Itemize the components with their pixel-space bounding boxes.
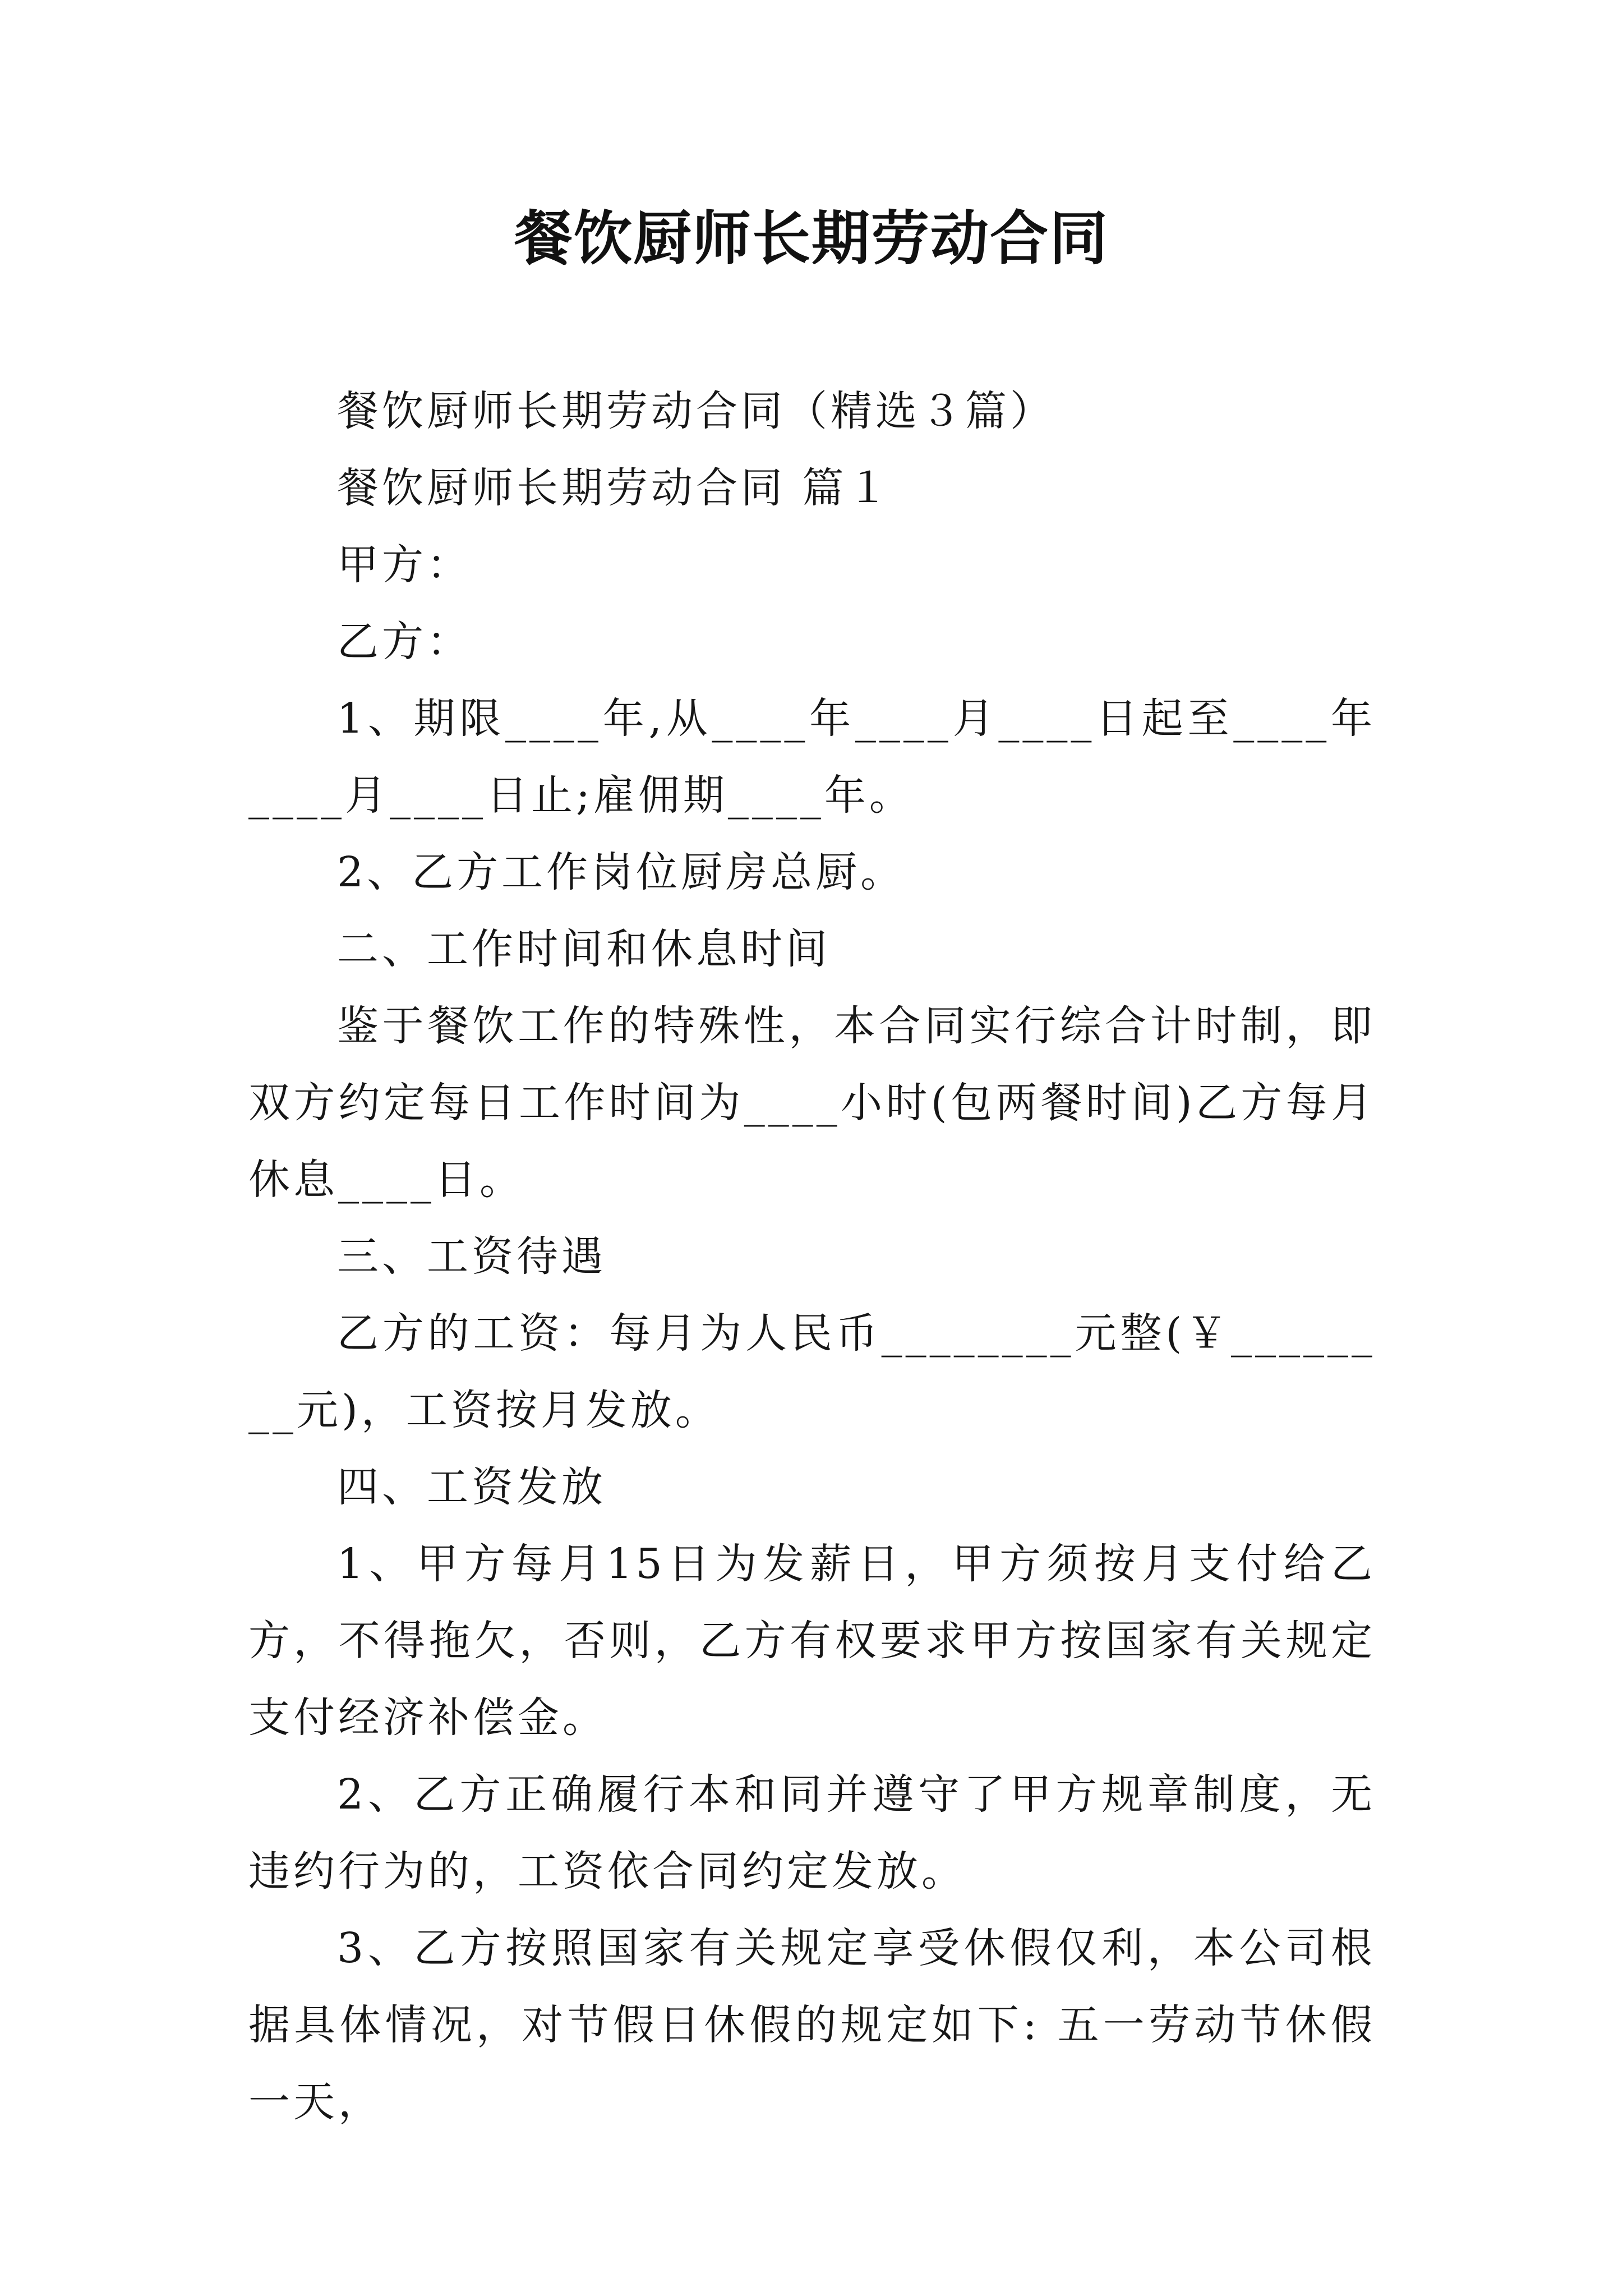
paragraph-term: 1、期限____年,从____年____月____日起至____年____月____日止;雇佣期____年。 [248,694,1376,820]
paragraph-subtitle: 餐饮厨师长期劳动合同（精选３篇） [337,387,1055,435]
paragraph-work-hours: 鉴于餐饮工作的特殊性，本合同实行综合计时制，即双方约定每日工作时间为____小时(包两餐时间)乙方每月休息____日。 [248,1002,1376,1204]
document-body [248,373,1376,2141]
paragraph-part-heading: 餐饮厨师长期劳动合同 篇１ [337,464,892,512]
paragraph-salary: 乙方的工资：每月为人民币________元整(￥________元)，工资按月发放。 [248,1309,1376,1434]
paragraph-party-b: 乙方： [337,618,472,666]
paragraph-payment-1: 1、甲方每月15日为发薪日，甲方须按月支付给乙方，不得拖欠，否则，乙方有权要求甲方按国家有关规定支付经济补偿金。 [248,1540,1376,1742]
paragraph-position: 2、乙方工作岗位厨房总厨。 [337,848,906,896]
section-heading-payment: 四、工资发放 [337,1463,606,1511]
section-heading-salary: 三、工资待遇 [337,1232,606,1281]
section-heading-work-hours: 二、工作时间和休息时间 [337,925,831,973]
paragraph-payment-2: 2、乙方正确履行本和同并遵守了甲方规章制度，无违约行为的，工资依合同约定发放。 [248,1770,1376,1895]
document-title: 餐饮厨师长期劳动合同 [514,204,1109,273]
paragraph-party-a: 甲方： [337,541,472,589]
paragraph-payment-3: 3、乙方按照国家有关规定享受休假仅利，本公司根据具体情况，对节假日休假的规定如下: 五一劳动节休假一天， [248,1924,1376,2126]
